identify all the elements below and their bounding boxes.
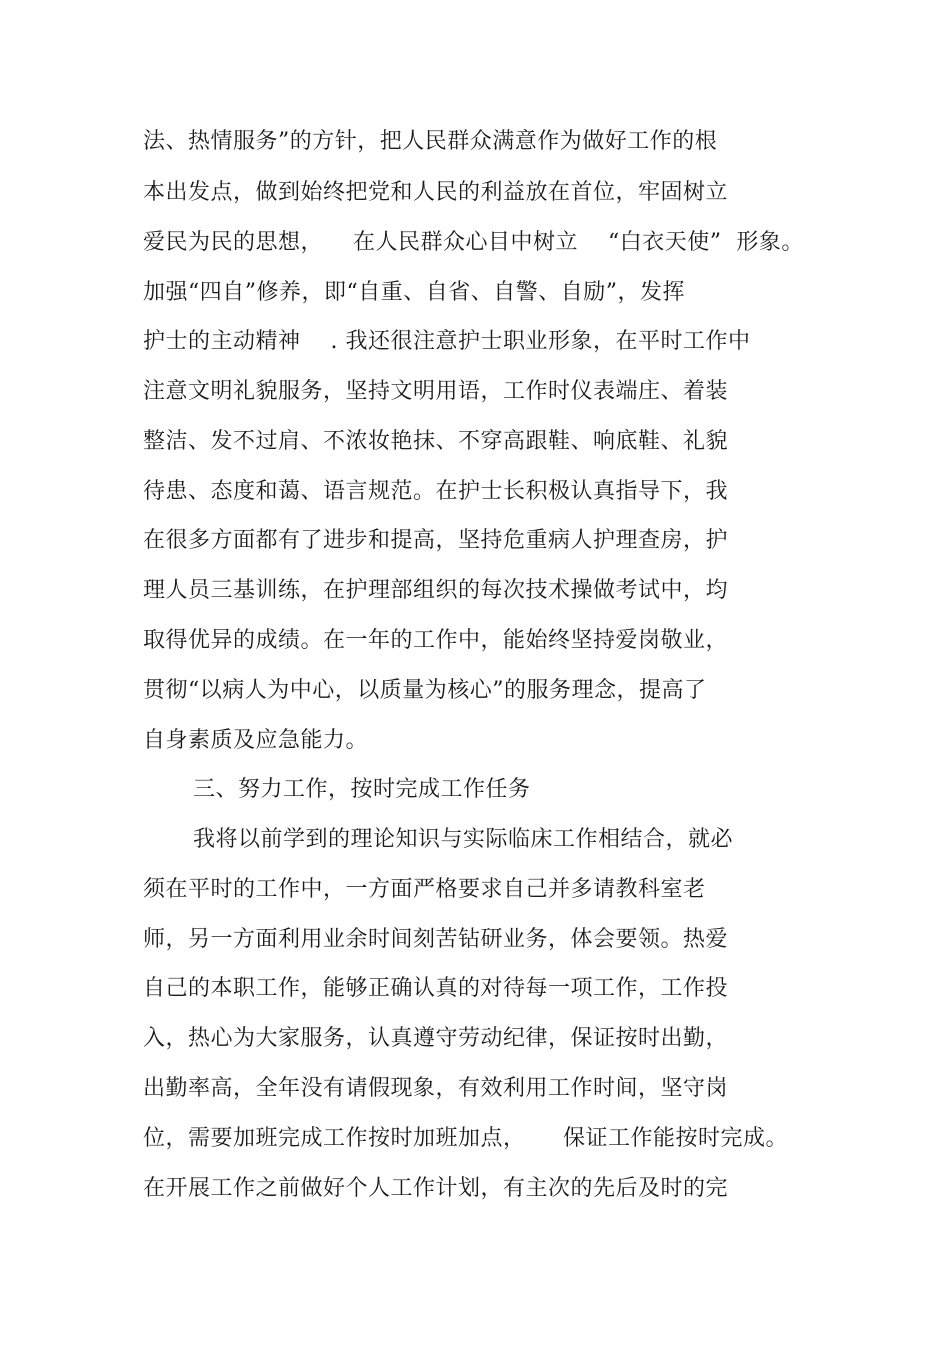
paragraph-line: 在很多方面都有了进步和提高，坚持危重病人护理查房，护 <box>143 528 729 553</box>
paragraph-line: 自身素质及应急能力。 <box>143 728 369 753</box>
paragraph-line: 师，另一方面利用业余时间刻苦钻研业务，体会要领。热爱 <box>143 927 729 952</box>
paragraph-line: 我将以前学到的理论知识与实际临床工作相结合，就必 <box>193 827 734 852</box>
paragraph-line: 加强“四自”修养，即“自重、自省、自警、自励”，发挥 <box>143 280 685 305</box>
paragraph-line: 位，需要加班完成工作按时加班加点， 保证工作能按时完成。 <box>143 1126 788 1151</box>
paragraph-line: 取得优异的成绩。在一年的工作中，能始终坚持爱岗敬业， <box>143 628 729 653</box>
paragraph-line: 爱民为民的思想， 在人民群众心目中树立 “白衣天使” 形象。 <box>143 230 804 255</box>
paragraph-line: 注意文明礼貌服务，坚持文明用语，工作时仪表端庄、着装 <box>143 379 729 404</box>
paragraph-line: 入，热心为大家服务，认真遵守劳动纪律，保证按时出勤， <box>143 1026 729 1051</box>
paragraph-line: 在开展工作之前做好个人工作计划，有主次的先后及时的完 <box>143 1176 729 1201</box>
paragraph-line: 自己的本职工作，能够正确认真的对待每一项工作，工作投 <box>143 976 729 1001</box>
paragraph-line: 待患、态度和蔼、语言规范。在护士长积极认真指导下，我 <box>143 479 729 504</box>
paragraph-line: 本出发点，做到始终把党和人民的利益放在首位，牢固树立 <box>143 180 729 205</box>
paragraph-line: 出勤率高，全年没有请假现象，有效利用工作时间，坚守岗 <box>143 1076 729 1101</box>
paragraph-line: 贯彻“以病人为中心，以质量为核心”的服务理念，提高了 <box>143 678 707 703</box>
paragraph-line: 护士的主动精神 . 我还很注意护士职业形象，在平时工作中 <box>143 329 751 354</box>
paragraph-line: 整洁、发不过肩、不浓妆艳抹、不穿高跟鞋、响底鞋、礼貌 <box>143 429 729 454</box>
paragraph-line: 须在平时的工作中，一方面严格要求自己并多请教科室老 <box>143 877 706 902</box>
paragraph-line: 理人员三基训练，在护理部组织的每次技术操做考试中，均 <box>143 578 729 603</box>
section-heading: 三、努力工作，按时完成工作任务 <box>193 777 531 802</box>
paragraph-line: 法、热情服务”的方针，把人民群众满意作为做好工作的根 <box>143 129 718 154</box>
